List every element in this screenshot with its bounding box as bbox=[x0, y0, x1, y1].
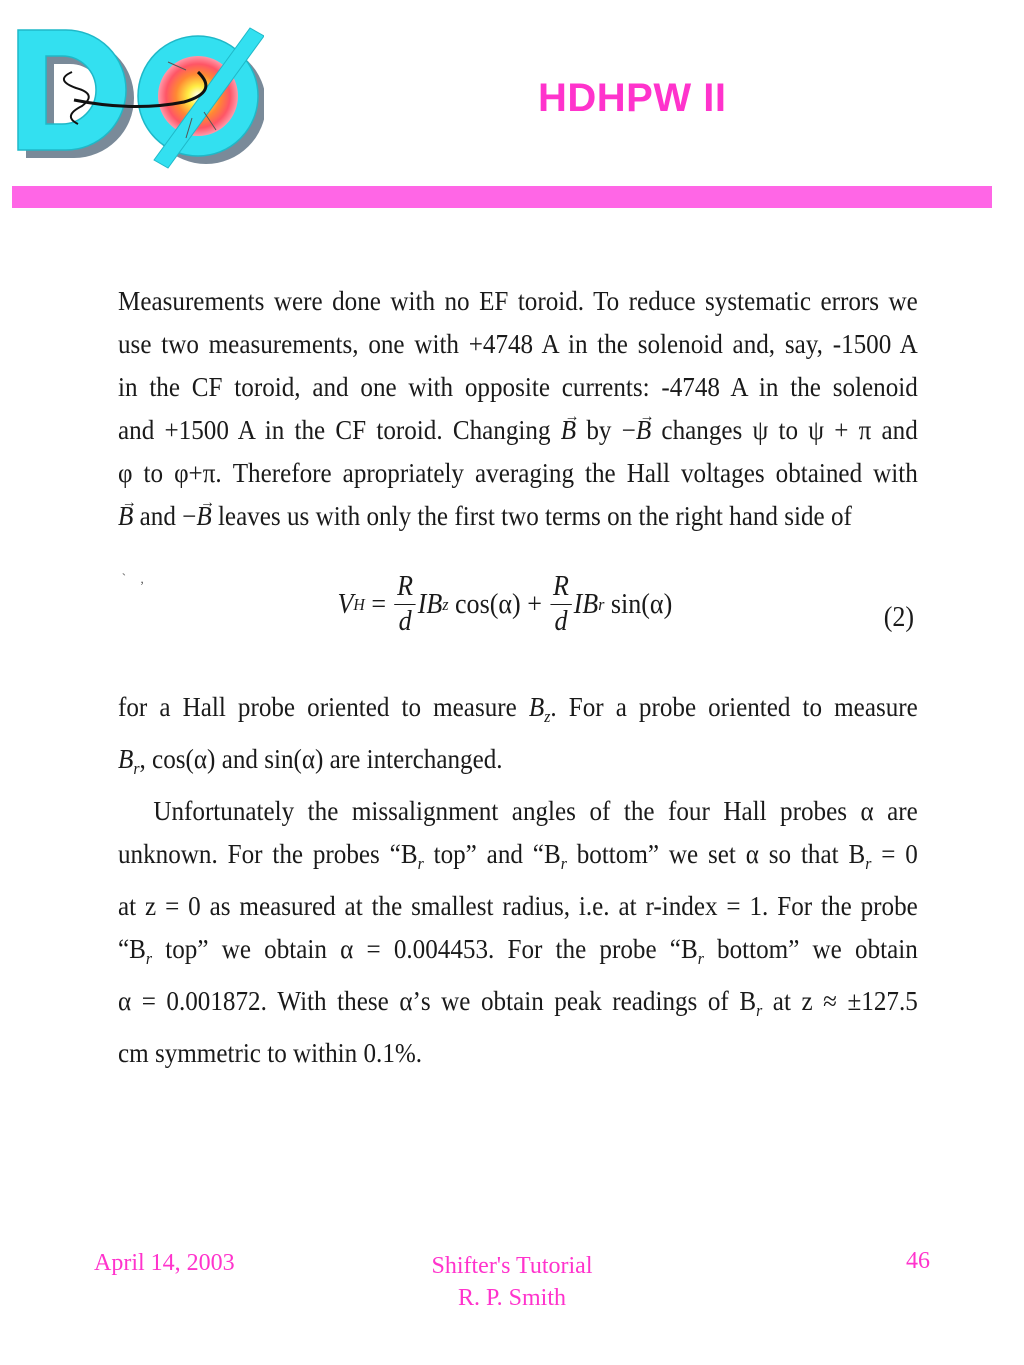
text-fragment: unknown. For the probes “B bbox=[118, 839, 418, 869]
vector-b-symbol: → B bbox=[196, 501, 211, 531]
text-line bbox=[118, 738, 918, 790]
text-fragment: “B bbox=[118, 934, 146, 964]
fraction-r-over-d bbox=[394, 570, 415, 639]
title-divider-bar bbox=[12, 186, 992, 208]
fraction-denominator: d bbox=[398, 606, 412, 637]
text-line: in the CF toroid, and one with opposite currents: -4748 A in the solenoid bbox=[118, 372, 918, 402]
eq-equals: = bbox=[364, 589, 393, 620]
text-fragment: and − bbox=[133, 501, 197, 531]
paragraph-missalignment bbox=[118, 790, 918, 1075]
text-fragment: top” we obtain α = 0.004453. For the probe “B bbox=[152, 934, 698, 964]
vector-b-symbol: → B bbox=[636, 415, 651, 445]
scan-artifact-mark: ` , bbox=[121, 572, 150, 587]
eq-lhs: V bbox=[337, 589, 354, 620]
text-line: Measurements were done with no EF toroid. To reduce systematic errors we bbox=[118, 286, 918, 316]
eq-term: IB bbox=[417, 589, 443, 620]
subscript: r bbox=[756, 1001, 763, 1020]
fraction-numerator: R bbox=[550, 570, 571, 605]
text-line: at z = 0 as measured at the smallest radius, i.e. at r-index = 1. For the probe bbox=[118, 891, 918, 921]
text-fragment: α = 0.001872. With these α’s we obtain peak readings of B bbox=[118, 986, 757, 1016]
eq-subscript: r bbox=[598, 595, 605, 614]
text-fragment: for a Hall probe oriented to measure bbox=[118, 692, 529, 722]
text-fragment: and +1500 A in the CF toroid. Changing bbox=[118, 415, 561, 445]
text-line: cm symmetric to within 0.1%. bbox=[118, 1038, 423, 1068]
text-line: φ to φ+π. Therefore apropriately averaging the Hall voltages obtained with bbox=[118, 458, 918, 488]
subscript: r bbox=[133, 759, 140, 778]
text-fragment: changes ψ to ψ + π and bbox=[651, 415, 918, 445]
text-line bbox=[118, 495, 918, 538]
text-fragment: leaves us with only the first two terms on the right hand side of bbox=[211, 501, 852, 531]
do-experiment-logo bbox=[14, 22, 264, 172]
text-fragment: bottom” we obtain bbox=[703, 934, 918, 964]
text-fragment: . For a probe oriented to measure bbox=[550, 692, 918, 722]
vector-b-symbol: → B bbox=[118, 501, 133, 531]
text-line: Unfortunately the missalignment angles of the four Hall probes α are bbox=[153, 796, 918, 826]
text-line bbox=[118, 833, 918, 885]
footer-author: R. P. Smith bbox=[457, 1285, 567, 1311]
footer-date: April 14, 2003 bbox=[94, 1250, 235, 1276]
text-line bbox=[118, 928, 918, 980]
scanned-document-excerpt bbox=[118, 280, 918, 1075]
eq-term: IB bbox=[573, 589, 599, 620]
text-line bbox=[118, 980, 918, 1032]
fraction-r-over-d bbox=[550, 570, 571, 639]
vector-b-symbol: → B bbox=[561, 415, 576, 445]
text-fragment: bottom” we set α so that B bbox=[566, 839, 866, 869]
subscript: r bbox=[417, 854, 424, 873]
eq-term: sin(α) bbox=[604, 589, 673, 620]
text-line: use two measurements, one with +4748 A in the solenoid and, say, -1500 A bbox=[118, 329, 918, 359]
fraction-denominator: d bbox=[554, 606, 568, 637]
paragraph-probe-orientation bbox=[118, 686, 918, 790]
eq-term: cos(α) + bbox=[448, 589, 549, 620]
footer-tutorial-title: Shifter's Tutorial bbox=[431, 1253, 593, 1279]
eq-subscript: z bbox=[442, 595, 449, 614]
equation-number: (2) bbox=[883, 602, 915, 633]
eq-lhs-subscript: H bbox=[353, 595, 365, 614]
subscript: r bbox=[865, 854, 872, 873]
text-fragment: at z ≈ ±127.5 bbox=[762, 986, 918, 1016]
subscript: r bbox=[560, 854, 567, 873]
text-line bbox=[118, 409, 918, 452]
fraction-numerator: R bbox=[394, 570, 415, 605]
text-fragment: = 0 bbox=[871, 839, 918, 869]
footer-presenter bbox=[362, 1250, 662, 1314]
text-line bbox=[118, 686, 918, 738]
symbol-b: B bbox=[528, 692, 545, 722]
slide-title: HDHPW II bbox=[538, 76, 727, 120]
hall-voltage-equation bbox=[118, 566, 918, 686]
equation-body bbox=[337, 570, 672, 639]
text-fragment: by − bbox=[576, 415, 636, 445]
subscript: r bbox=[145, 949, 153, 968]
footer-page-number: 46 bbox=[906, 1248, 930, 1274]
subscript: z bbox=[544, 707, 551, 726]
text-fragment: top” and “B bbox=[423, 839, 561, 869]
text-fragment: , cos(α) and sin(α) are interchanged. bbox=[139, 744, 503, 774]
subscript: r bbox=[697, 949, 704, 968]
paragraph-measurements bbox=[118, 280, 918, 538]
symbol-b: B bbox=[118, 744, 134, 774]
